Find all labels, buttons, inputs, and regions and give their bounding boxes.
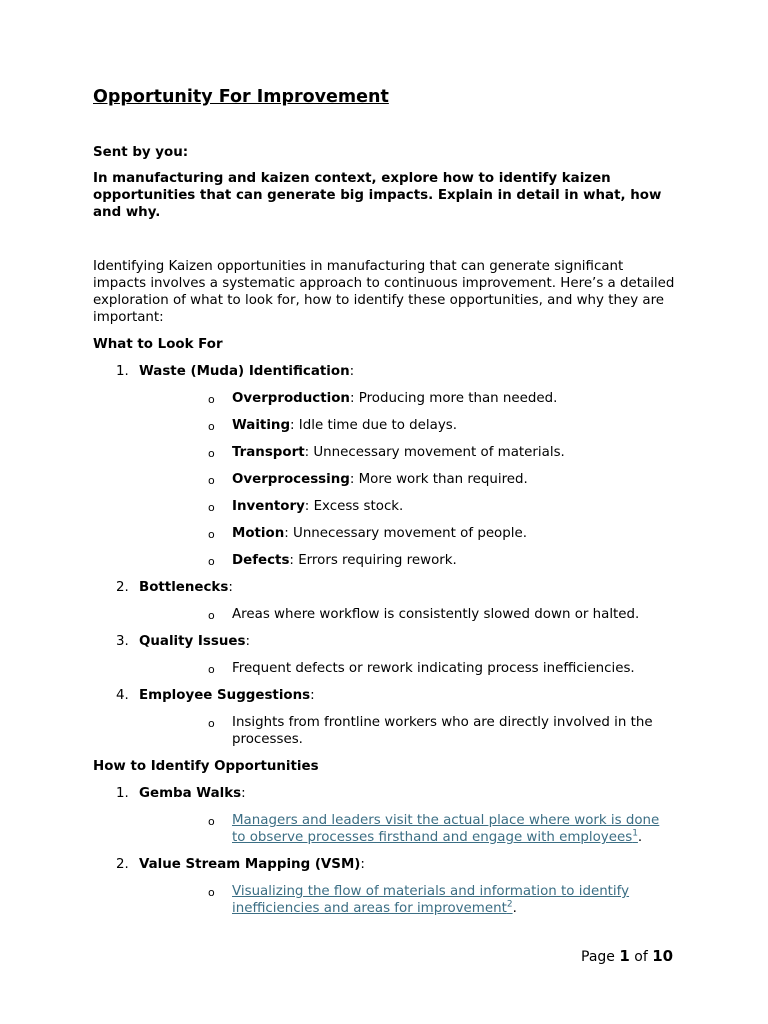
bullet-term: Overproduction	[232, 391, 350, 406]
item-title-suffix: :	[228, 580, 233, 595]
bullet-term: Inventory	[232, 499, 305, 514]
item-number: 2.	[116, 580, 129, 595]
item-title: Bottlenecks	[139, 580, 229, 595]
bullet-term: Overprocessing	[232, 472, 350, 487]
section-heading: What to Look For	[93, 337, 223, 352]
bullet-icon: o	[208, 501, 215, 514]
page-title: Opportunity For Improvement	[93, 87, 389, 107]
reference-link[interactable]	[232, 813, 659, 845]
item-number: 1.	[116, 364, 129, 379]
numbered-list	[93, 785, 675, 917]
page-number-footer	[581, 947, 673, 966]
bullet-item	[139, 812, 675, 846]
bullet-icon: o	[208, 663, 215, 676]
user-prompt: In manufacturing and kaizen context, explore how to identify kaizen opportunities that can generate big impacts. Explain in detail in what, how and why.	[93, 171, 662, 220]
item-number: 1.	[116, 786, 129, 801]
current-page: 1	[619, 947, 630, 965]
section-how-to-identify	[93, 758, 675, 917]
bullet-icon: o	[208, 609, 215, 622]
bullet-term: Defects	[232, 553, 290, 568]
bullet-icon: o	[208, 555, 215, 568]
numbered-item	[93, 363, 675, 569]
item-title: Gemba Walks	[139, 786, 242, 801]
bullet-item	[139, 606, 675, 623]
bullet-item	[139, 471, 675, 488]
bullet-icon: o	[208, 474, 215, 487]
bullet-item	[139, 525, 675, 542]
section-heading: How to Identify Opportunities	[93, 759, 319, 774]
item-number: 4.	[116, 688, 129, 703]
of-word: of	[634, 949, 648, 965]
link-text: Visualizing the flow of materials and information to identify inefficiencies and areas for improvement	[232, 884, 630, 916]
bullet-list	[139, 883, 675, 917]
item-title-suffix: :	[241, 786, 246, 801]
sent-by-label: Sent by you:	[93, 145, 189, 160]
item-title: Value Stream Mapping (VSM)	[139, 857, 361, 872]
bullet-icon: o	[208, 528, 215, 541]
footnote-ref: 2	[506, 899, 513, 910]
item-number: 3.	[116, 634, 129, 649]
bullet-list	[139, 606, 675, 623]
item-title-suffix: :	[310, 688, 315, 703]
bullet-text: : More work than required.	[349, 472, 528, 487]
bullet-list	[139, 660, 675, 677]
bullet-text: : Errors requiring rework.	[289, 553, 457, 568]
item-title: Waste (Muda) Identification	[139, 364, 350, 379]
numbered-item	[93, 856, 675, 917]
item-title: Employee Suggestions	[139, 688, 311, 703]
section-what-to-look-for	[93, 336, 675, 748]
intro-paragraph: Identifying Kaizen opportunities in manufacturing that can generate significant impacts involves a systematic approach to continuous improvement. Here’s a detailed exploration of what to look for, how to identify these opportunities, and why they are important:	[93, 259, 675, 325]
bullet-icon: o	[208, 420, 215, 433]
item-number: 2.	[116, 857, 129, 872]
bullet-term: Transport	[232, 445, 305, 460]
bullet-end: .	[512, 901, 517, 916]
bullet-list	[139, 390, 675, 569]
page-word: Page	[581, 949, 615, 965]
bullet-item	[139, 552, 675, 569]
numbered-item	[93, 785, 675, 846]
bullet-item	[139, 417, 675, 434]
bullet-text: : Idle time due to delays.	[290, 418, 457, 433]
bullet-item	[139, 714, 675, 748]
bullet-list	[139, 714, 675, 748]
item-title-suffix: :	[245, 634, 250, 649]
bullet-text: : Excess stock.	[304, 499, 404, 514]
bullet-icon: o	[208, 815, 215, 828]
bullet-icon: o	[208, 886, 215, 899]
bullet-end: .	[637, 830, 643, 845]
bullet-text: Areas where workflow is consistently slowed down or halted.	[232, 607, 640, 622]
bullet-item	[139, 883, 675, 917]
numbered-item	[93, 579, 675, 623]
link-text: Managers and leaders visit the actual place where work is done to observe processes firsthand and engage with employees	[232, 813, 660, 845]
numbered-item	[93, 687, 675, 748]
bullet-item	[139, 498, 675, 515]
total-pages: 10	[652, 947, 674, 965]
bullet-list	[139, 812, 675, 846]
bullet-text: : Producing more than needed.	[349, 391, 558, 406]
item-title-suffix: :	[360, 857, 365, 872]
bullet-term: Motion	[232, 526, 285, 541]
numbered-list	[93, 363, 675, 748]
bullet-icon: o	[208, 717, 215, 730]
bullet-text: Insights from frontline workers who are directly involved in the processes.	[232, 715, 653, 747]
document-body	[93, 87, 675, 917]
bullet-term: Waiting	[232, 418, 291, 433]
bullet-icon: o	[208, 393, 215, 406]
bullet-text: : Unnecessary movement of materials.	[304, 445, 565, 460]
bullet-item	[139, 444, 675, 461]
bullet-text: Frequent defects or rework indicating process inefficiencies.	[232, 661, 635, 676]
reference-link[interactable]	[232, 884, 629, 916]
item-title-suffix: :	[349, 364, 355, 379]
bullet-icon: o	[208, 447, 215, 460]
bullet-item	[139, 660, 675, 677]
bullet-text: : Unnecessary movement of people.	[284, 526, 527, 541]
item-title: Quality Issues	[139, 634, 246, 649]
footnote-ref: 1	[632, 828, 638, 839]
numbered-item	[93, 633, 675, 677]
bullet-item	[139, 390, 675, 407]
